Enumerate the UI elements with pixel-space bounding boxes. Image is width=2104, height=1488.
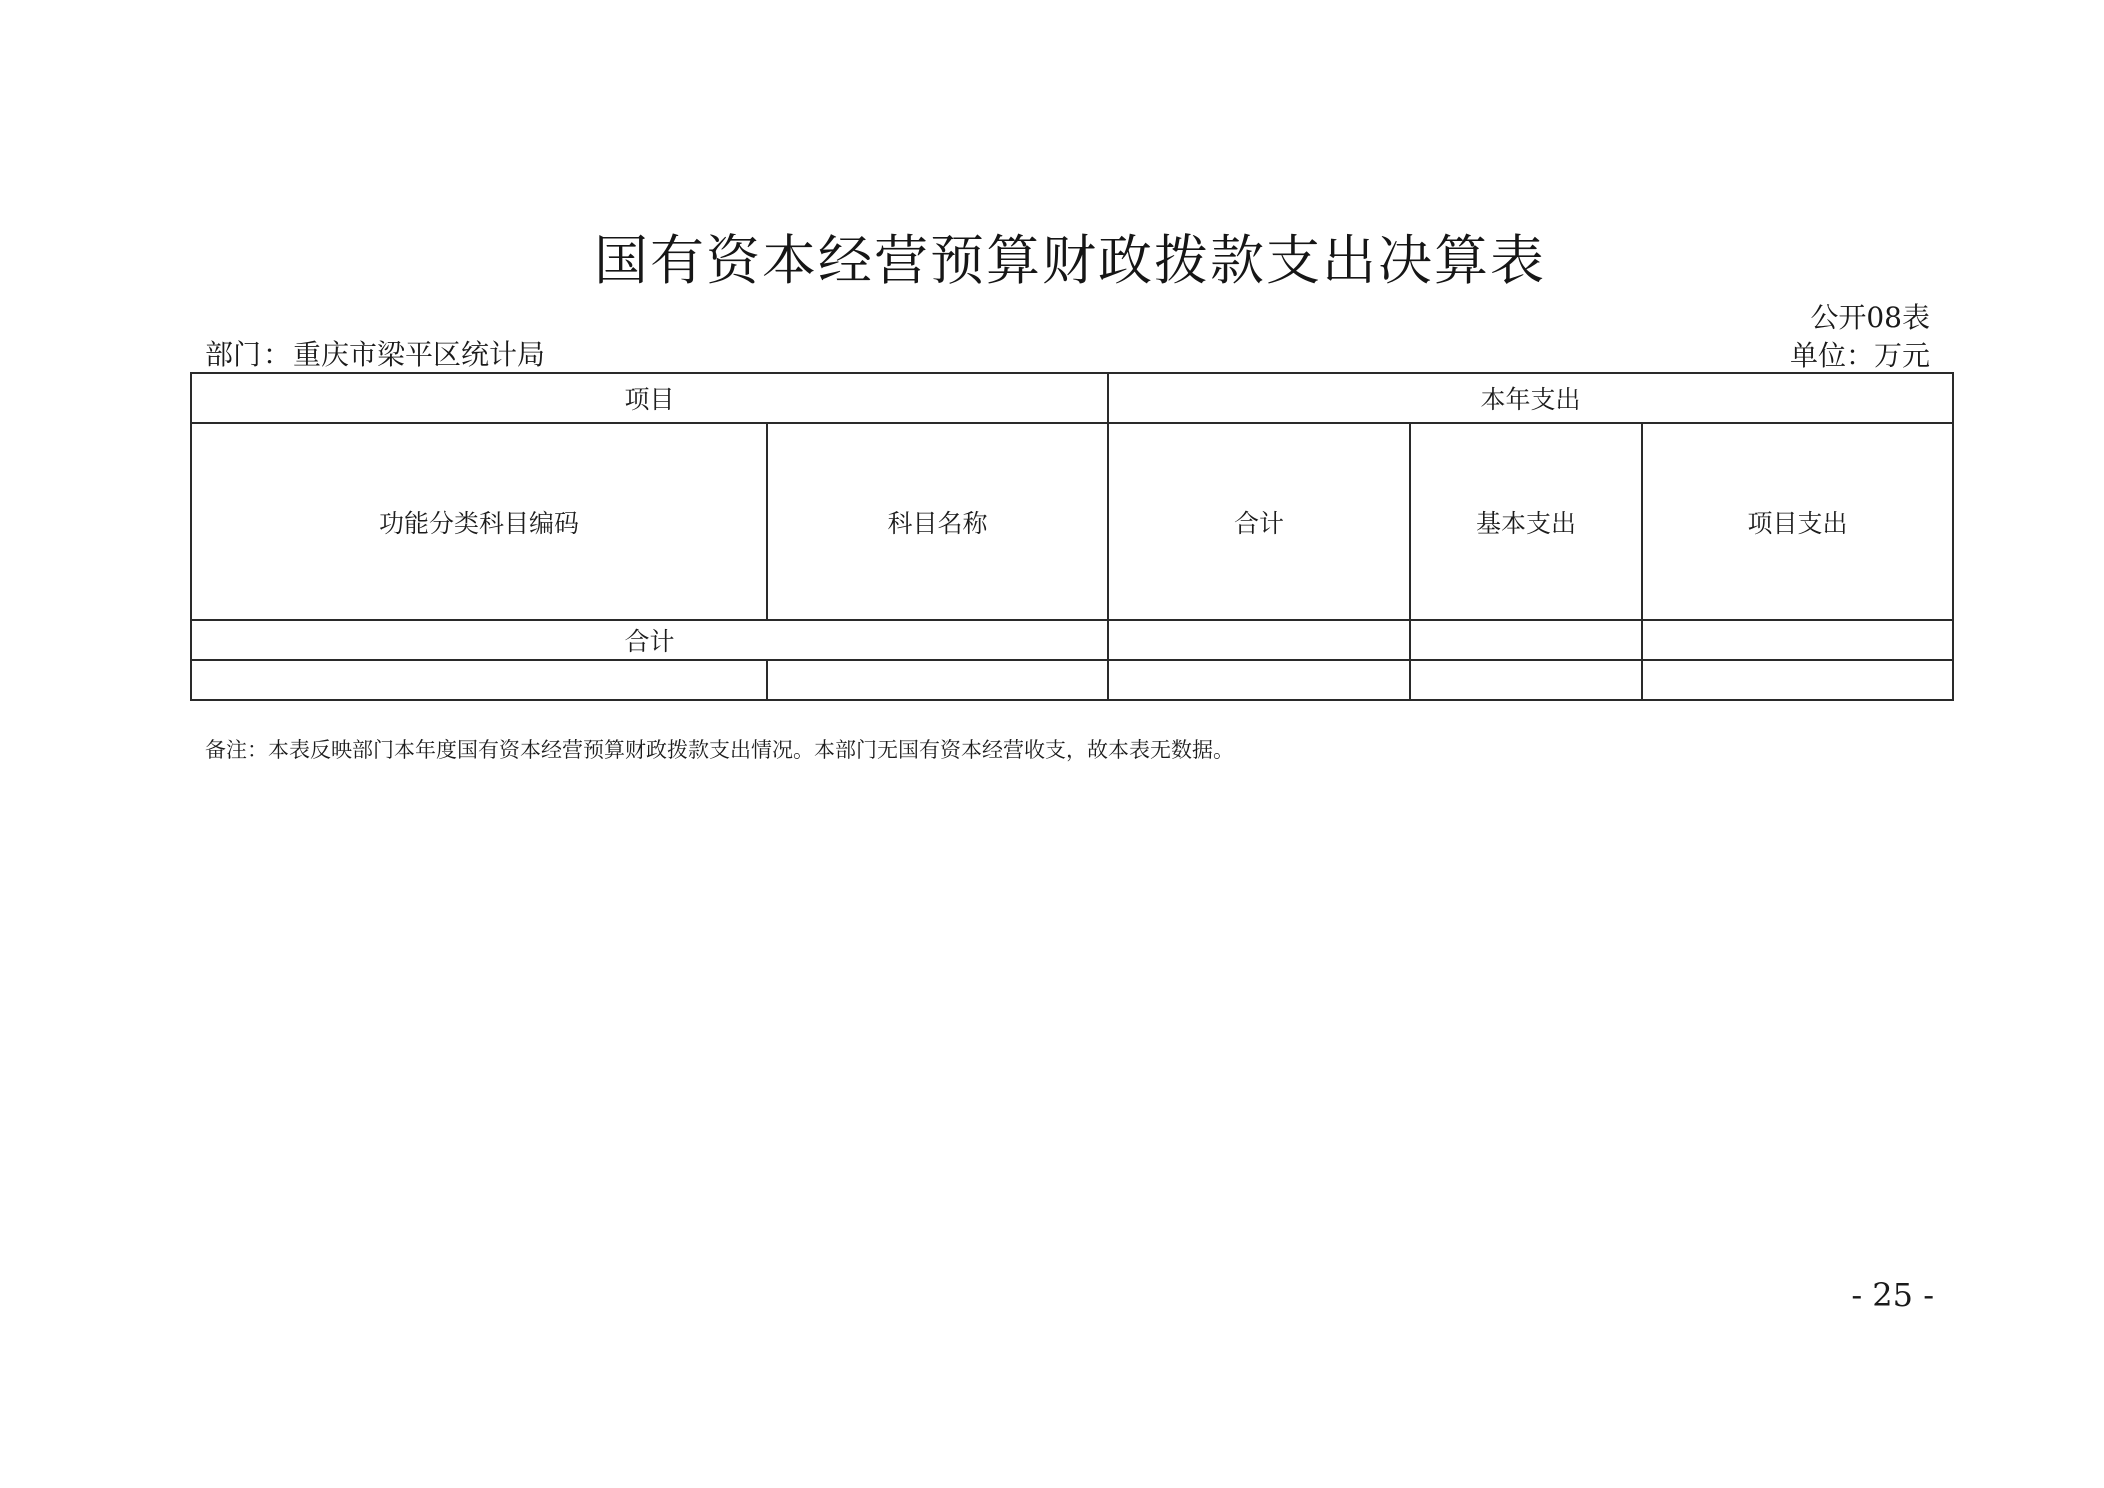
header-subject-name: 科目名称	[767, 423, 1108, 620]
column-header-row	[191, 423, 1953, 620]
header-total: 合计	[1108, 423, 1410, 620]
unit-label: 单位	[1789, 339, 1846, 372]
unit-colon: ：	[1845, 339, 1874, 372]
cell-basic-expenditure	[1410, 660, 1642, 700]
department-colon: ：	[263, 338, 292, 371]
page-title: 国有资本经营预算财政拨款支出决算表	[594, 229, 1546, 292]
group-header-row	[191, 373, 1953, 423]
cell-project-expenditure	[1642, 660, 1953, 700]
remarks-note: 备注：本表反映部门本年度国有资本经营预算财政拨款支出情况。本部门无国有资本经营收支，故本表无数据。	[205, 738, 1234, 762]
expenditure-table	[190, 372, 1954, 701]
page-number: - 25 -	[1851, 1276, 1934, 1314]
unit-value: 万元	[1873, 339, 1930, 372]
department-label: 部门	[205, 338, 262, 371]
total-row-label: 合计	[191, 620, 1108, 660]
department-line	[205, 333, 545, 373]
table-row	[191, 660, 1953, 700]
header-item: 项目	[191, 373, 1108, 423]
header-project-expenditure: 项目支出	[1642, 423, 1953, 620]
header-basic-expenditure: 基本支出	[1410, 423, 1642, 620]
department-value: 重庆市梁平区统计局	[293, 338, 546, 371]
header-function-code: 功能分类科目编码	[191, 423, 767, 620]
form-code: 公开08表	[1810, 301, 1930, 334]
total-row-project	[1642, 620, 1953, 660]
cell-total	[1108, 660, 1410, 700]
total-row-basic	[1410, 620, 1642, 660]
cell-function-code	[191, 660, 767, 700]
total-row-total	[1108, 620, 1410, 660]
cell-subject-name	[767, 660, 1108, 700]
unit-line	[1790, 334, 1930, 374]
total-row	[191, 620, 1953, 660]
header-current-year-expenditure: 本年支出	[1108, 373, 1953, 423]
